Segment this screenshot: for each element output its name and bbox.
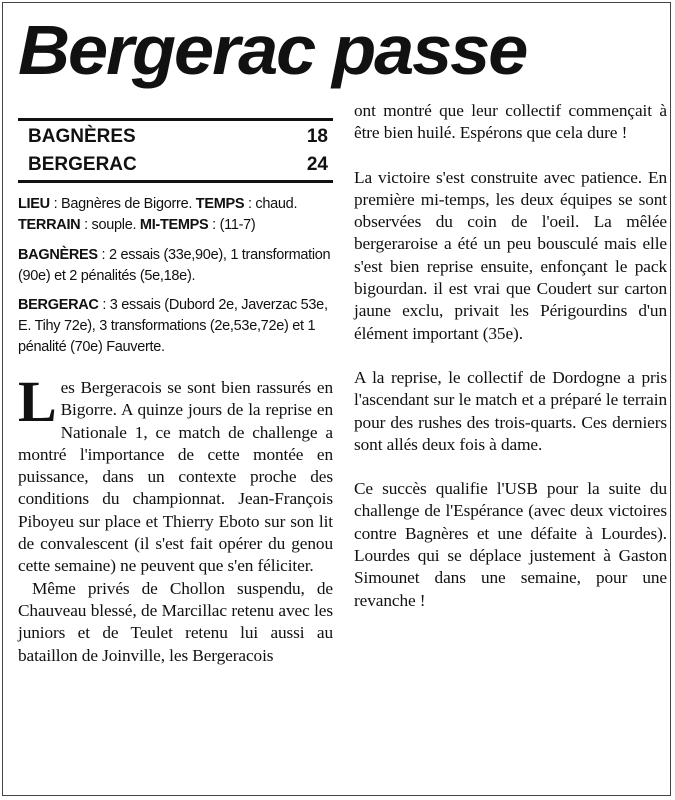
article-headline: Bergerac passe: [18, 11, 527, 89]
bergerac-details: : 3 essais (Dubord 2e, Javerzac 53e, E. Tihy 72e), 3 transformations (2e,53e,72e) et 1 pénalité (70e) Fauverte.: [18, 297, 328, 355]
lieu-value: : Bagnères de Bigorre.: [49, 196, 196, 212]
score-away: 24: [306, 154, 328, 175]
paragraph-first-half: La victoire s'est construite avec patience. En première mi-temps, les deux équipes se sont observées du coin de l'oeil. La mêlée bergeraroise a été un peu bousculé mais elle s'est bien reprise ensuite, enfonçant le pack bigourdan. il est vrai que Coudert sur carton jaune exclu, privait les Périgourdins d'un élément important (35e).: [354, 167, 667, 343]
bergerac-label: BERGERAC: [18, 297, 99, 313]
drop-cap: L: [18, 369, 57, 434]
team-away: BERGERAC: [28, 154, 137, 175]
paragraph-conclusion: Ce succès qualifie l'USB pour la suite du challenge de l'Espérance (avec deux victoires contre Bagnères et une défaite à Lourdes). Lourdes qui se déplace justement à Gaston Simounet dans une semaine, pour une revanche !: [354, 479, 667, 610]
bagneres-label: BAGNÈRES: [18, 247, 98, 263]
paragraph-absences: Même privés de Chollon suspendu, de Chauveau blessé, de Marcillac retenu avec les juniors et de Teulet retenu lui aussi au bataillon de Joinville, les Bergeracois: [18, 578, 333, 665]
mitemps-value: : (11-7): [208, 217, 256, 233]
bagneres-details: : 2 essais (33e,90e), 1 transformation (90e) et 2 pénalités (5e,18e).: [18, 247, 331, 284]
paragraph-collective: ont montré que leur collectif commençait à être bien huilé. Espérons que cela dure !: [354, 101, 667, 143]
lead-paragraph: [18, 369, 333, 578]
terrain-label: TERRAIN: [18, 217, 81, 233]
temps-label: TEMPS: [195, 196, 245, 212]
lieu-label: LIEU: [18, 196, 50, 212]
temps-value: : chaud.: [244, 196, 298, 212]
terrain-value: : souple.: [80, 217, 140, 233]
left-column: [18, 118, 333, 667]
score-box: [18, 118, 333, 183]
mitemps-label: MI-TEMPS: [139, 217, 209, 233]
score-home: 18: [306, 126, 328, 147]
lead-text: es Bergeracois se sont bien rassurés en Bigorre. A quinze jours de la reprise en Nationale 1, ce match de challenge a montré l'importance de cette montée en puissance, dans un contexte proche des conditions du championnat. Jean-François Piboyeu sur place et Thierry Eboto sur son lit de convalescent (il s'est fait opérer du genou cette semaine) ne peuvent que s'en féliciter.: [18, 378, 333, 576]
score-row-home: [18, 118, 333, 149]
score-row-away: [18, 153, 333, 183]
match-info: [18, 194, 333, 236]
bagneres-scoring: [18, 245, 333, 287]
paragraph-second-half: A la reprise, le collectif de Dordogne a pris l'ascendant sur le match et a préparé le terrain pour des rushes des trois-quarts. Ces derniers sont allés deux fois à dame.: [354, 367, 667, 454]
right-column: [354, 100, 667, 612]
team-home: BAGNÈRES: [28, 126, 136, 147]
bergerac-scoring: [18, 295, 333, 358]
